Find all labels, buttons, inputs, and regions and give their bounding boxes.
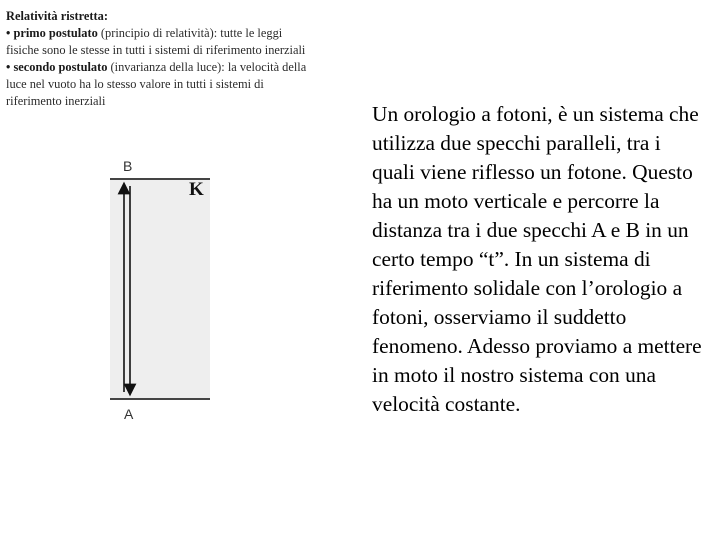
section-title: Relatività ristretta: [6, 9, 108, 23]
mirror-a-label: A [124, 406, 134, 422]
second-postulate-text: (invarianza della luce): la velocità della luce nel vuoto ha lo stesso valore in tutti i sistemi di riferimento inerziali [6, 60, 307, 108]
second-postulate [6, 59, 316, 110]
photon-path-arrows [110, 178, 210, 400]
photon-clock-description: Un orologio a fotoni, è un sistema che utilizza due specchi paralleli, tra i quali viene riflesso un fotone. Questo ha un moto verticale e percorre la distanza tra i due specchi A e B in un certo tempo “t”. In un sistema di riferimento solidale con l’orologio a fotoni, osserviamo il suddetto fenomeno. Adesso proviamo a mettere in moto il nostro sistema con una velocità costante. [372, 102, 702, 416]
first-postulate-text: (principio di relatività): tutte le leggi fisiche sono le stesse in tutti i sistemi di riferimento inerziali [6, 26, 306, 57]
second-postulate-bullet: • [6, 60, 14, 74]
second-postulate-label: secondo postulato [13, 60, 108, 74]
first-postulate-label: primo postulato [13, 26, 98, 40]
postulates-text [6, 8, 316, 110]
first-postulate [6, 25, 316, 59]
reference-frame-label: K [189, 179, 204, 200]
first-postulate-bullet: • [6, 26, 14, 40]
mirror-b-label: B [123, 158, 133, 174]
